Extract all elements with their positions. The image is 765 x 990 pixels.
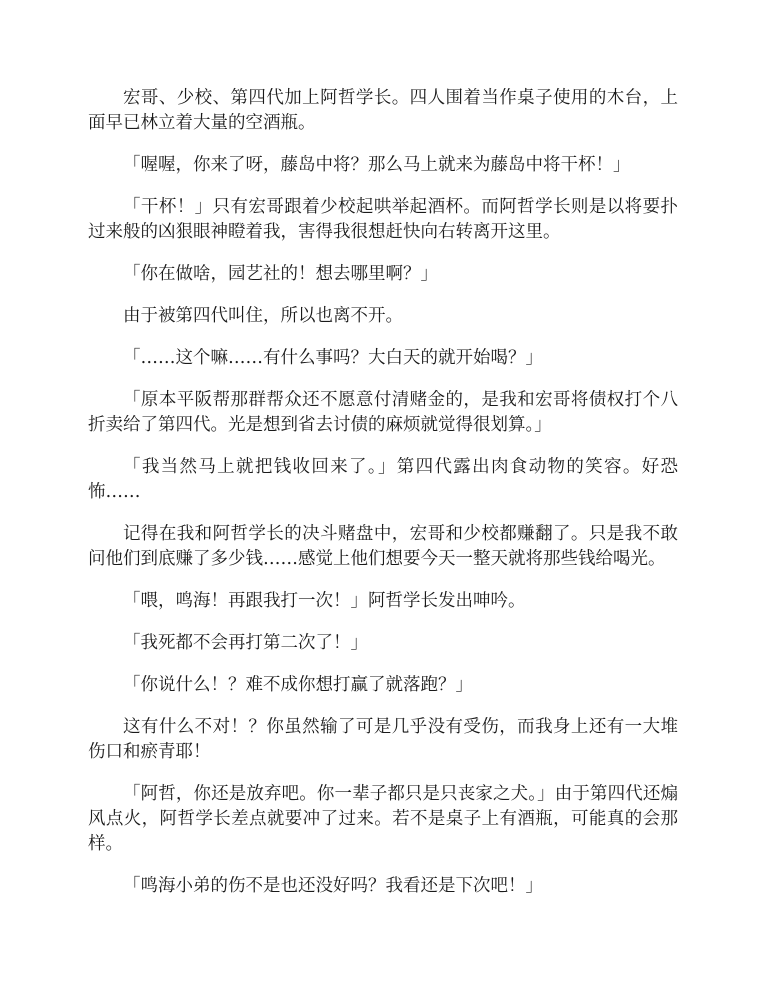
paragraph-13: 这有什么不对！？你虽然输了可是几乎没有受伤，而我身上还有一大堆伤口和瘀青耶！ [88, 717, 678, 762]
paragraph-9: 记得在我和阿哲学长的决斗赌盘中，宏哥和少校都赚翻了。只是我不敢问他们到底赚了多少钱……感觉上他们想要今天一整天就将那些钱给喝光。 [88, 524, 678, 569]
paragraph-15: 「鸣海小弟的伤不是也还没好吗？我看还是下次吧！」 [123, 876, 543, 896]
paragraph-4: 「你在做啥，园艺社的！想去哪里啊？」 [123, 264, 438, 284]
paragraph-6: 「……这个嘛……有什么事吗？大白天的就开始喝？」 [123, 348, 543, 368]
paragraph-12: 「你说什么！？难不成你想打赢了就落跑？」 [123, 675, 473, 695]
paragraph-8: 「我当然马上就把钱收回来了。」第四代露出肉食动物的笑容。好恐怖…… [88, 457, 678, 502]
paragraph-3: 「干杯！」只有宏哥跟着少校起哄举起酒杯。而阿哲学长则是以将要扑过来般的凶狠眼神瞪着我，害得我很想赶快向右转离开这里。 [88, 197, 678, 242]
paragraph-1: 宏哥、少校、第四代加上阿哲学长。四人围着当作桌子使用的木台，上面早已林立着大量的空酒瓶。 [88, 88, 678, 133]
paragraph-7: 「原本平阪帮那群帮众还不愿意付清赌金的，是我和宏哥将债权打个八折卖给了第四代。光是想到省去讨债的麻烦就觉得很划算。」 [88, 390, 678, 435]
paragraph-5: 由于被第四代叫住，所以也离不开。 [123, 306, 403, 326]
paragraph-10: 「喂，鸣海！再跟我打一次！」阿哲学长发出呻吟。 [123, 591, 526, 611]
document-page [88, 86, 678, 916]
paragraph-11: 「我死都不会再打第二次了！」 [123, 633, 368, 653]
paragraph-2: 「喔喔，你来了呀，藤岛中将？那么马上就来为藤岛中将干杯！」 [123, 155, 631, 175]
paragraph-14: 「阿哲，你还是放弃吧。你一辈子都只是只丧家之犬。」由于第四代还煽风点火，阿哲学长差点就要冲了过来。若不是桌子上有酒瓶，可能真的会那样。 [88, 784, 678, 854]
